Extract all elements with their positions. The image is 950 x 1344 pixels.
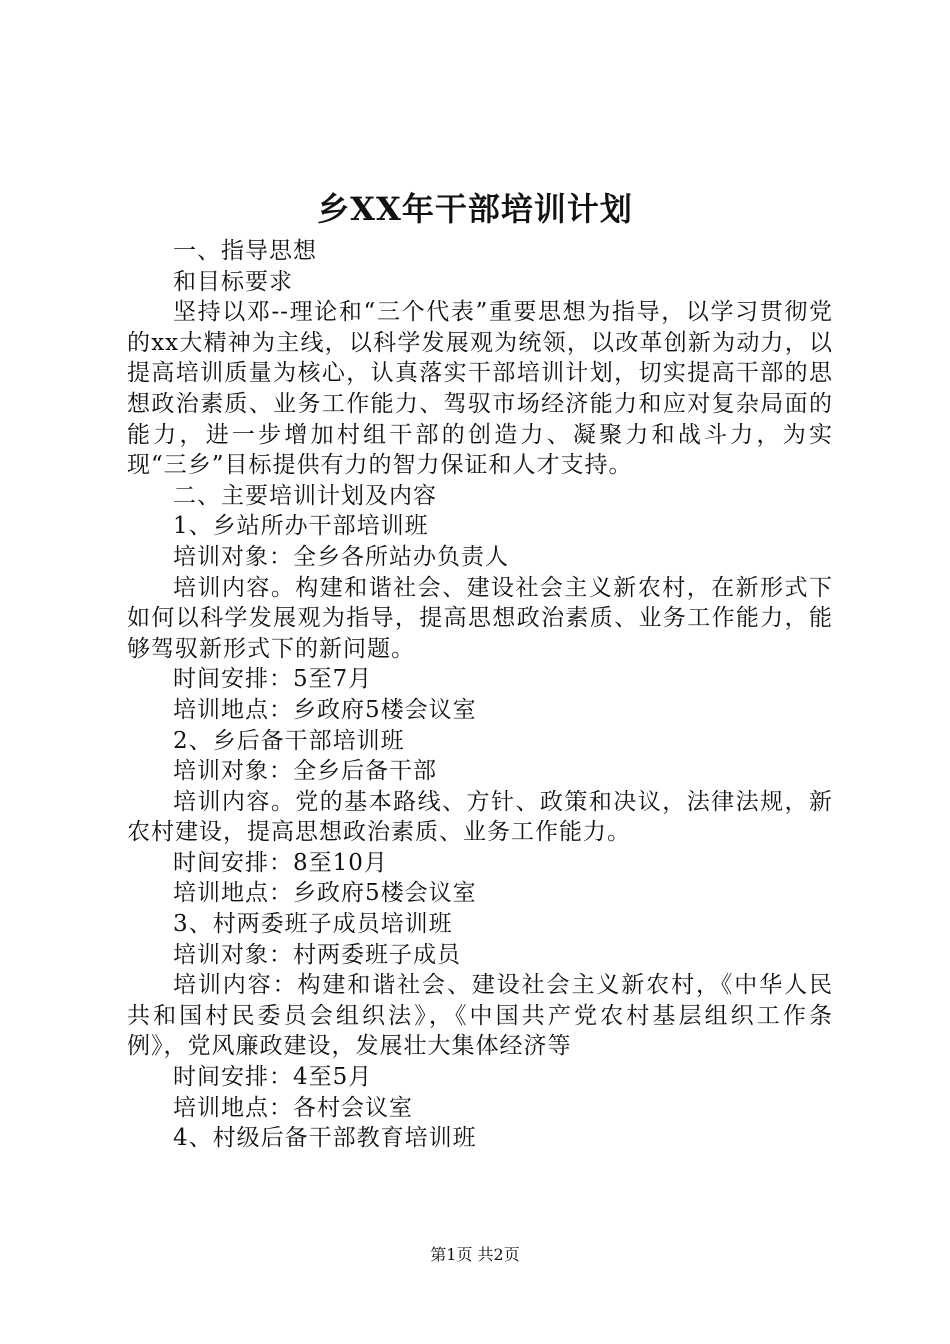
class-heading: 3、村两委班子成员培训班 (173, 911, 453, 938)
document-title: 乡XX年干部培训计划 (317, 190, 633, 228)
guiding-paragraph: 坚持以邓--理论和“三个代表”重要思想为指导，以学习贯彻党的xx大精神为主线，以科学发展观为统领，以改革创新为动力，以提高培训质量为核心，认真落实干部培训计划，切实提高干部的思想政治素质、业务工作能力、驾驭市场经济能力和应对复杂局面的能力，进一步增加村组干部的创造力、凝聚力和战斗力，为实现“三乡”目标提供有力的智力保证和人才支持。 (127, 299, 833, 479)
class-place: 培训地点：乡政府5楼会议室 (173, 696, 477, 723)
class-target: 培训对象：村两委班子成员 (173, 941, 461, 968)
section-subheading: 和目标要求 (173, 268, 293, 295)
section-heading: 一、指导思想 (173, 238, 317, 264)
class-target: 培训对象：全乡后备干部 (173, 758, 437, 785)
class-content: 培训内容。构建和谐社会、建设社会主义新农村，在新形式下如何以科学发展观为指导，提高思想政治素质、业务工作能力，能够驾驭新形式下的新问题。 (127, 574, 833, 662)
section-heading: 二、主要培训计划及内容 (173, 482, 437, 509)
class-time: 时间安排：8至10月 (173, 849, 388, 876)
class-time: 时间安排：5至7月 (173, 666, 373, 693)
class-time: 时间安排：4至5月 (173, 1064, 373, 1091)
class-place: 培训地点：各村会议室 (173, 1094, 413, 1121)
class-heading: 4、村级后备干部教育培训班 (173, 1125, 477, 1152)
class-content: 培训内容。党的基本路线、方针、政策和决议，法律法规，新农村建设，提高思想政治素质、业务工作能力。 (127, 788, 833, 846)
class-content: 培训内容：构建和谐社会、建设社会主义新农村，《中华人民共和国村民委员会组织法》，《中国共产党农村基层组织工作条例》，党风廉政建设，发展壮大集体经济等 (127, 972, 833, 1060)
class-target: 培训对象：全乡各所站办负责人 (173, 543, 509, 570)
document-body (127, 236, 833, 1154)
page-number-footer: 第1页 共2页 (430, 1245, 520, 1264)
class-heading: 1、乡站所办干部培训班 (173, 513, 429, 540)
class-place: 培训地点：乡政府5楼会议室 (173, 880, 477, 907)
class-heading: 2、乡后备干部培训班 (173, 727, 405, 754)
